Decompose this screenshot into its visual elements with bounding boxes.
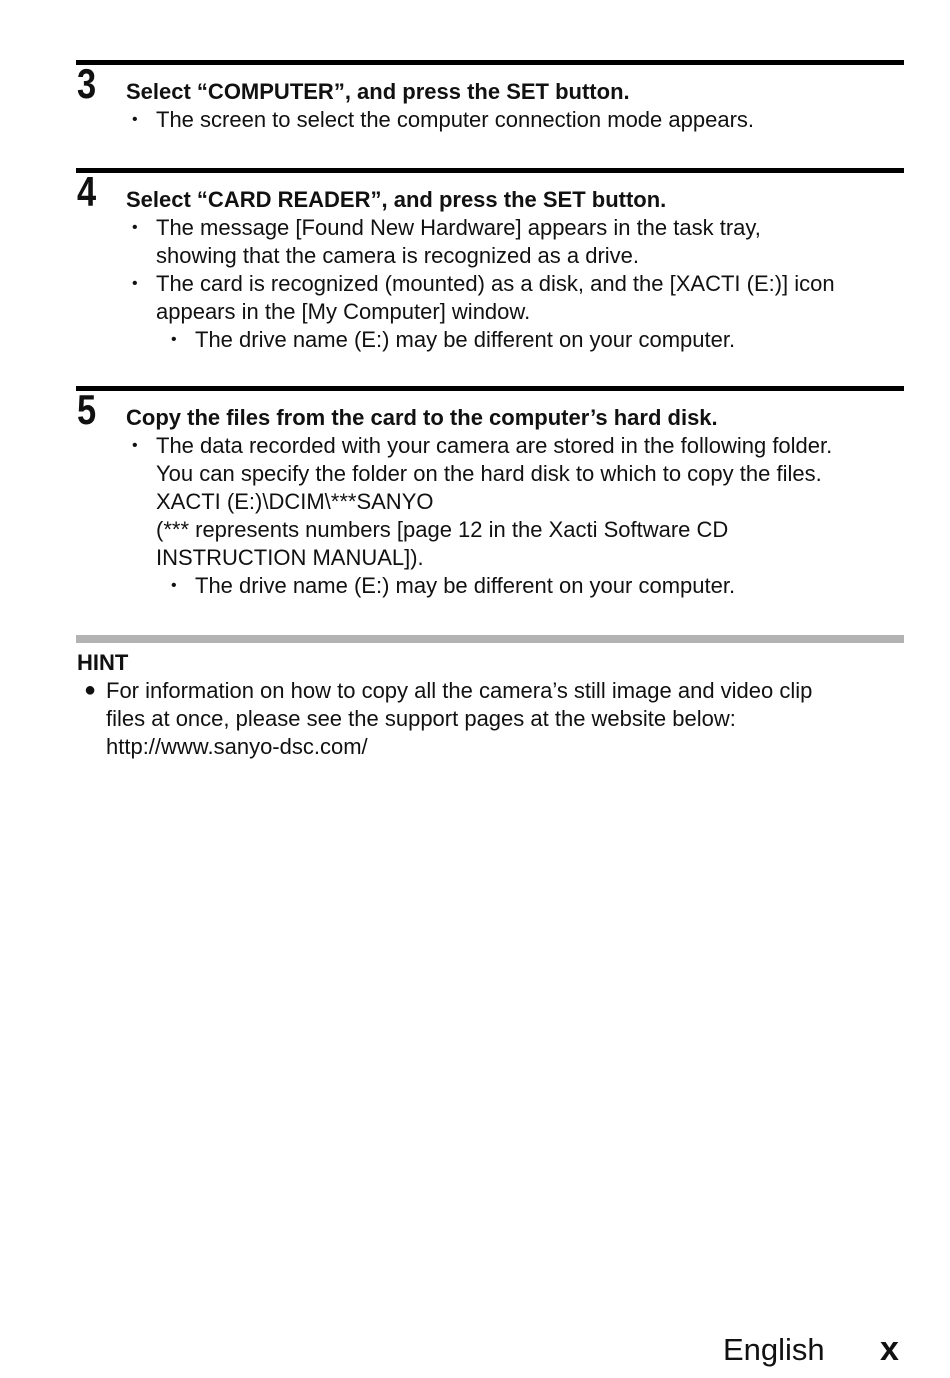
list-item: • The screen to select the computer connection mode appears. (132, 107, 755, 132)
website-link: http://www.sanyo-dsc.com/ (106, 734, 368, 759)
hint-title: HINT (77, 650, 129, 675)
list-item: • The data recorded with your camera are stored in the following folder. You can specify the folder on the hard disk to which to copy the files. XACTI (E:)\DCIM\***SANYO (*** represents numbers [page 12 in the Xacti Software CD INSTRUCTION MANUAL]). (132, 433, 833, 570)
bullet-icon: ● (84, 679, 97, 701)
step-number: 3 (77, 60, 96, 107)
bullet-icon: • (171, 577, 177, 594)
bullet-icon: • (132, 219, 138, 236)
step-bullet-list (132, 106, 755, 134)
step-divider (76, 386, 904, 391)
list-item: • The card is recognized (mounted) as a disk, and the [XACTI (E:)] icon appears in the [My Computer] window. (132, 271, 835, 324)
step-divider (76, 60, 904, 65)
bullet-icon: • (132, 111, 138, 128)
step-number: 5 (77, 386, 96, 433)
step-bullet-list (132, 432, 833, 600)
list-item: • The message [Found New Hardware] appears in the task tray, showing that the camera is recognized as a drive. (132, 215, 761, 268)
footer-language: English (723, 1332, 825, 1367)
bullet-icon: • (132, 437, 138, 454)
hint-divider (76, 635, 904, 643)
step-divider (76, 168, 904, 173)
sub-list-item: • The drive name (E:) may be different on your computer. (171, 327, 736, 352)
page-number: x (880, 1330, 899, 1368)
step-title: Select “CARD READER”, and press the SET button. (126, 187, 667, 212)
sub-list-item: • The drive name (E:) may be different on your computer. (171, 573, 736, 598)
step-title: Copy the files from the card to the computer’s hard disk. (126, 405, 718, 430)
list-item: ● For information on how to copy all the camera’s still image and video clip files at once, please see the support pages at the website below: http://www.sanyo-dsc.com/ (84, 678, 813, 759)
step-number: 4 (77, 168, 96, 215)
bullet-icon: • (171, 331, 177, 348)
step-title: Select “COMPUTER”, and press the SET button. (126, 79, 630, 104)
hint-bullet-list (84, 677, 813, 761)
step-bullet-list (132, 214, 835, 354)
bullet-icon: • (132, 275, 138, 292)
